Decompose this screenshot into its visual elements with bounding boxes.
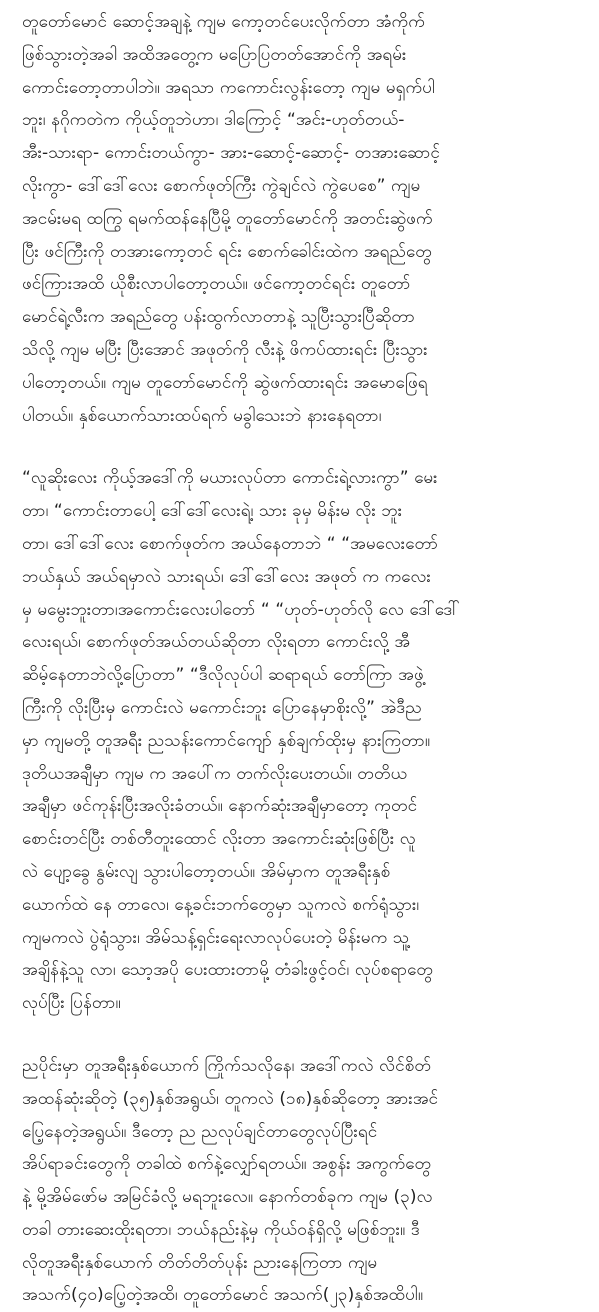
paragraph-1: တူတော်မောင် ဆောင့်အချနဲ့ ကျမ ကော့တင်ပေးလိုက်တာ အံကိုက် ဖြစ်သွားတဲ့အခါ အထိအတွေ့က မပြောပြတတ်အောင်ကို အရမ်း ကောင်းတော့တာပါဘဲ။ အရသာ ကကောင်းလွန်းတော့ ကျမ မရှက်ပါ ဘူး၊ နဂိုကတဲက ကိုယ့်တူဘဲဟာ၊ ဒါကြောင့် “အင်း-ဟုတ်တယ်- အီး-သားရာ- ကောင်းတယ်ကွာ- အား-ဆောင့်-ဆောင့်- တအားဆောင့် လိုးကွာ- ဒေါ်ဒေါ်လေး စောက်ဖုတ်ကြီး ကွဲချင်လဲ ကွဲပေစေ” ကျမ အငမ်းမရ ထကြွ ရမက်ထန်နေပြီမို့ တူတော်မောင်ကို အတင်းဆွဲဖက် ပြီး ဖင်ကြီးကို တအားကော့တင် ရင်း စောက်ခေါင်းထဲက အရည်တွေ ဖင်ကြားအထိ ယိုစီးလာပါတော့တယ်။ ဖင်ကော့တင်ရင်း တူတော် မောင်ရဲ့လီးက အရည်တွေ ပန်းထွက်လာတာနဲ့ သူပြီးသွားပြီဆိုတာ သိလို့ ကျမ မပြီး ပြီးအောင် အဖုတ်ကို လီးနဲ့ ဖိကပ်ထားရင်း ပြီးသွား ပါတော့တယ်။ ကျမ တူတော်မောင်ကို ဆွဲဖက်ထားရင်း အမောဖြေရ ပါတယ်။ နှစ်ယောက်သားထပ်ရက် မခွါသေးဘဲ နားနေရတာ၊ — [22, 12, 440, 426]
paragraph-2: “လူဆိုးလေး ကိုယ့်အဒေါ်ကို မယားလုပ်တာ ကောင်းရဲ့လားကွာ” မေး တာ၊ “ကောင်းတာပေါ့ ဒေါ်ဒေါ်လေးရဲ့၊ သား ခုမှ မိန်းမ လိုး ဘူး တာ၊ ဒေါ်ဒေါ်လေး စောက်ဖုတ်က အယ်နေတာဘဲ “ “အမလေးတော် ဘယ်နှယ် အယ်ရမှာလဲ သားရယ်၊ ဒေါ်ဒေါ်လေး အဖုတ် က ကလေး မှ မမွေးဘူးတာ၊အကောင်းလေးပါတော် “ “ဟုတ်-ဟုတ်လို လေ ဒေါ်ဒေါ် လေးရယ်၊ စောက်ဖုတ်အယ်တယ်ဆိုတာ လိုးရတာ ကောင်းလို့ အီ ဆိမ့်နေတာဘဲလို့ပြောတာ” “ဒီလိုလုပ်ပါ ဆရာရယ် တော်ကြာ အဖွဲ့ ကြီးကို လိုးပြီးမှ ကောင်းလဲ မကောင်းဘူး ပြောနေမှာစိုးလို့” အဲဒီည မှာ ကျမတို့ တူအရီး ညသန်းကောင်ကျော် နှစ်ချက်ထိုးမှ နားကြတာ။ ဒုတိယအချီမှာ ကျမ က အပေါ်က တက်လိုးပေးတယ်။ တတိယ အချီမှာ ဖင်ကုန်းပြီးအလိုးခံတယ်။ နောက်ဆုံးအချီမှာတော့ ကုတင် စောင်းတင်ပြီး တစ်တီတူးထောင် လိုးတာ အကောင်းဆုံးဖြစ်ပြီး လူ လဲ ပျော့ခွေ နွမ်းလျ သွားပါတော့တယ်။ အိမ်မှာက တူအရီးနှစ် ယောက်ထဲ နေ တာလေ၊ နေ့ခင်းဘက်တွေမှာ သူကလဲ စက်ရုံသွား၊ ကျမကလဲ ပွဲရုံသွား၊ အိမ်သန့်ရှင်းရေးလာလုပ်ပေးတဲ့ မိန်းမက သူ့ အချိန်နဲ့သူ လာ၊ သော့အပို ပေးထားတာမို့ တံခါးဖွင့်ဝင်၊ လုပ်စရာတွေ လုပ်ပြီး ပြန်တာ။ — [22, 468, 460, 1014]
paragraph-3: ညပိုင်းမှာ တူအရီးနှစ်ယောက် ကြိုက်သလိုနေ၊ အဒေါ်ကလဲ လိင်စိတ် အထန်ဆုံးဆိုတဲ့ (၃၅)နှစ်အရွယ်၊ တူကလဲ (၁၈)နှစ်ဆိုတော့ အားအင် ပြေ့နေတဲ့အရွယ်။ ဒီတော့ ည ညလုပ်ချင်တာတွေလုပ်ပြီးရင် အိပ်ရာခင်းတွေကို တခါထဲ စက်နဲ့လျှော်ရတယ်။ အစွန်း အကွက်တွေ နဲ့ မို့အိမ်ဖော်မ အမြင်ခံလို့ မရဘူးလေ။ နောက်တစ်ခုက ကျမ (၃)လ တခါ တားဆေးထိုးရတာ၊ ဘယ်နည်းနဲ့မှ ကိုယ်ဝန်ရှိလို့ မဖြစ်ဘူး။ ဒီ လိုတူအရီးနှစ်ယောက် တိတ်တိတ်ပုန်း ညားနေကြတာ ကျမ အသက်(၄၀)ပြေ့တဲ့အထိ၊ တူတော်မောင် အသက်(၂၃)နှစ်အထိပါ။ — [22, 1055, 439, 1306]
